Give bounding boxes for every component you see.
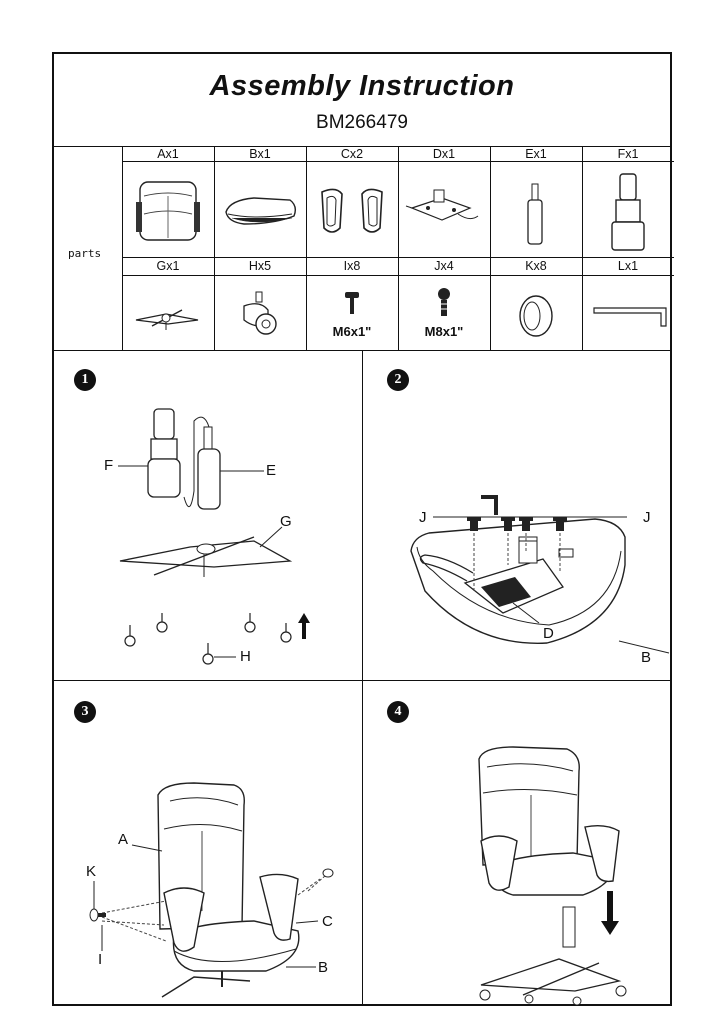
seat-cushion-icon	[214, 162, 306, 257]
step-number: 1	[74, 369, 96, 391]
bolt-cap-icon	[490, 276, 582, 350]
part-label-i: Ix8	[343, 259, 361, 273]
part-label-l: Lx1	[617, 259, 639, 273]
callout-f: F	[104, 457, 114, 474]
callout-h: H	[240, 648, 251, 665]
part-label-h: Hx5	[248, 259, 272, 273]
parts-label: parts	[68, 247, 102, 260]
part-label-d: Dx1	[432, 147, 456, 161]
part-label-b: Bx1	[249, 147, 271, 161]
part-label-j: Jx4	[434, 259, 454, 273]
step-number: 2	[387, 369, 409, 391]
part-label-k: Kx8	[525, 259, 547, 273]
callout-j-left: J	[419, 509, 427, 526]
caster-icon	[214, 276, 306, 350]
backrest-icon	[122, 162, 214, 257]
step-3-panel	[54, 681, 362, 1006]
callout-j-right: J	[643, 509, 651, 526]
step-4-diagram	[363, 681, 674, 1006]
armrest-icon	[306, 162, 398, 257]
page-title: Assembly Instruction	[209, 70, 515, 102]
callout-i: I	[98, 951, 103, 968]
callout-e: E	[266, 462, 277, 479]
callout-b: B	[318, 959, 329, 976]
step-4-panel	[363, 681, 674, 1006]
step-1-diagram	[54, 351, 362, 680]
model-number: BM266479	[316, 112, 408, 133]
step-2-panel	[363, 351, 674, 680]
bolt-spec-m6: M6x1"	[332, 324, 372, 339]
instruction-sheet	[52, 52, 672, 1006]
part-label-c: Cx2	[340, 147, 364, 161]
step-1-panel	[54, 351, 362, 680]
step-number: 3	[74, 701, 96, 723]
cylinder-cover-icon	[582, 162, 674, 257]
callout-b: B	[641, 649, 652, 666]
part-label-e: Ex1	[525, 147, 547, 161]
callout-d: D	[543, 625, 554, 642]
star-base-icon	[122, 276, 214, 350]
part-label-a: Ax1	[157, 147, 179, 161]
bolt-spec-m8: M8x1"	[424, 324, 464, 339]
part-label-g: Gx1	[156, 259, 180, 273]
callout-k: K	[86, 863, 97, 880]
callout-a: A	[118, 831, 129, 848]
step-2-diagram	[363, 351, 674, 680]
mechanism-plate-icon	[398, 162, 490, 257]
step-number: 4	[387, 701, 409, 723]
allen-wrench-icon	[582, 276, 674, 350]
callout-c: C	[322, 913, 333, 930]
part-label-f: Fx1	[617, 147, 639, 161]
gas-lift-icon	[490, 162, 582, 257]
callout-g: G	[280, 513, 292, 530]
